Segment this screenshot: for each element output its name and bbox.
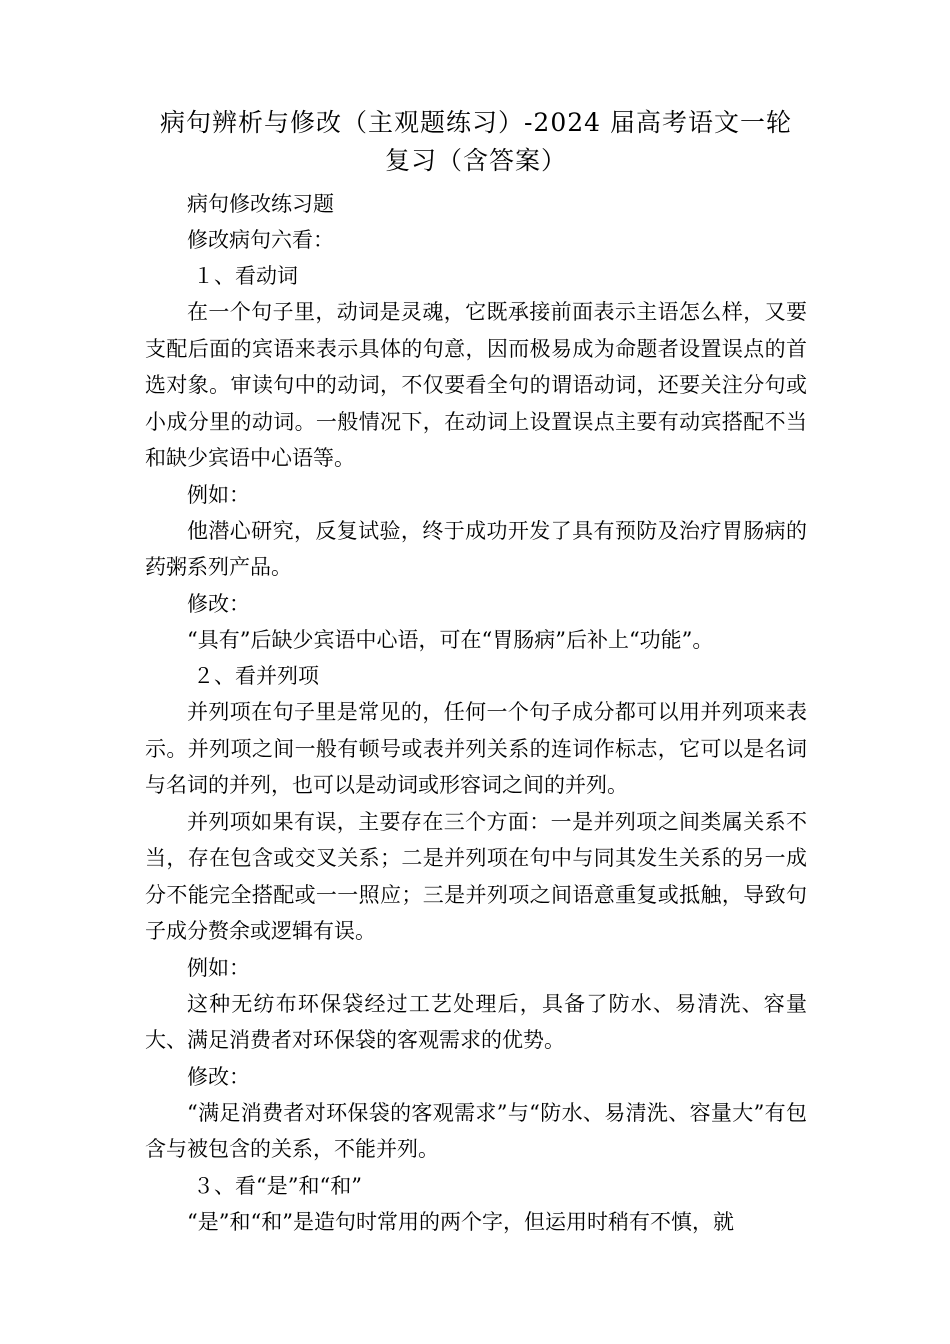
section2-body-2: 并列项如果有误，主要存在三个方面：一是并列项之间类属关系不当，存在包含或交叉关系；二是并列项在句中与同其发生关系的另一成分不能完全搭配或一一照应；三是并列项之间语意重复或抵触，导致句子成分赘余或逻辑有误。 [145,809,807,943]
section2-example: 这种无纺布环保袋经过工艺处理后，具备了防水、易清洗、容量大、满足消费者对环保袋的客观需求的优势。 [145,991,807,1052]
section1-example-label: 例如： [187,482,250,507]
section3-heading: ３、看“是”和“和” [193,1173,362,1198]
section2-fix-label: 修改： [187,1064,250,1089]
document-page [145,104,807,1240]
section1-example: 他潜心研究，反复试验，终于成功开发了具有预防及治疗胃肠病的药粥系列产品。 [145,518,807,579]
section3-body: “是”和“和”是造句时常用的两个字，但运用时稍有不慎，就 [187,1209,734,1234]
section1-fix: “具有”后缺少宾语中心语，可在“胃肠病”后补上“功能”。 [187,627,714,652]
heading-practice: 病句修改练习题 [187,192,334,216]
title-line-1: 病句辨析与修改（主观题练习）-2024 届高考语文一轮 [159,108,793,137]
document-title [145,104,807,180]
section2-body-1: 并列项在句子里是常见的，任何一个句子成分都可以用并列项来表示。并列项之间一般有顿号或表并列关系的连词作标志，它可以是名词与名词的并列，也可以是动词或形容词之间的并列。 [145,700,807,797]
section2-fix: “满足消费者对环保袋的客观需求”与“防水、易清洗、容量大”有包含与被包含的关系，不能并列。 [145,1100,807,1161]
section1-heading: １、看动词 [193,264,298,288]
section1-body: 在一个句子里，动词是灵魂，它既承接前面表示主语怎么样，又要支配后面的宾语来表示具体的句意，因而极易成为命题者设置误点的首选对象。审读句中的动词，不仅要看全句的谓语动词，还要关注分句或小成分里的动词。一般情况下，在动词上设置误点主要有动宾搭配不当和缺少宾语中心语等。 [145,300,807,470]
section2-example-label: 例如： [187,955,250,980]
heading-six-checks: 修改病句六看： [187,228,334,252]
section1-fix-label: 修改： [187,591,250,616]
title-line-2: 复习（含答案） [384,146,567,175]
section2-heading: ２、看并列项 [193,664,319,688]
